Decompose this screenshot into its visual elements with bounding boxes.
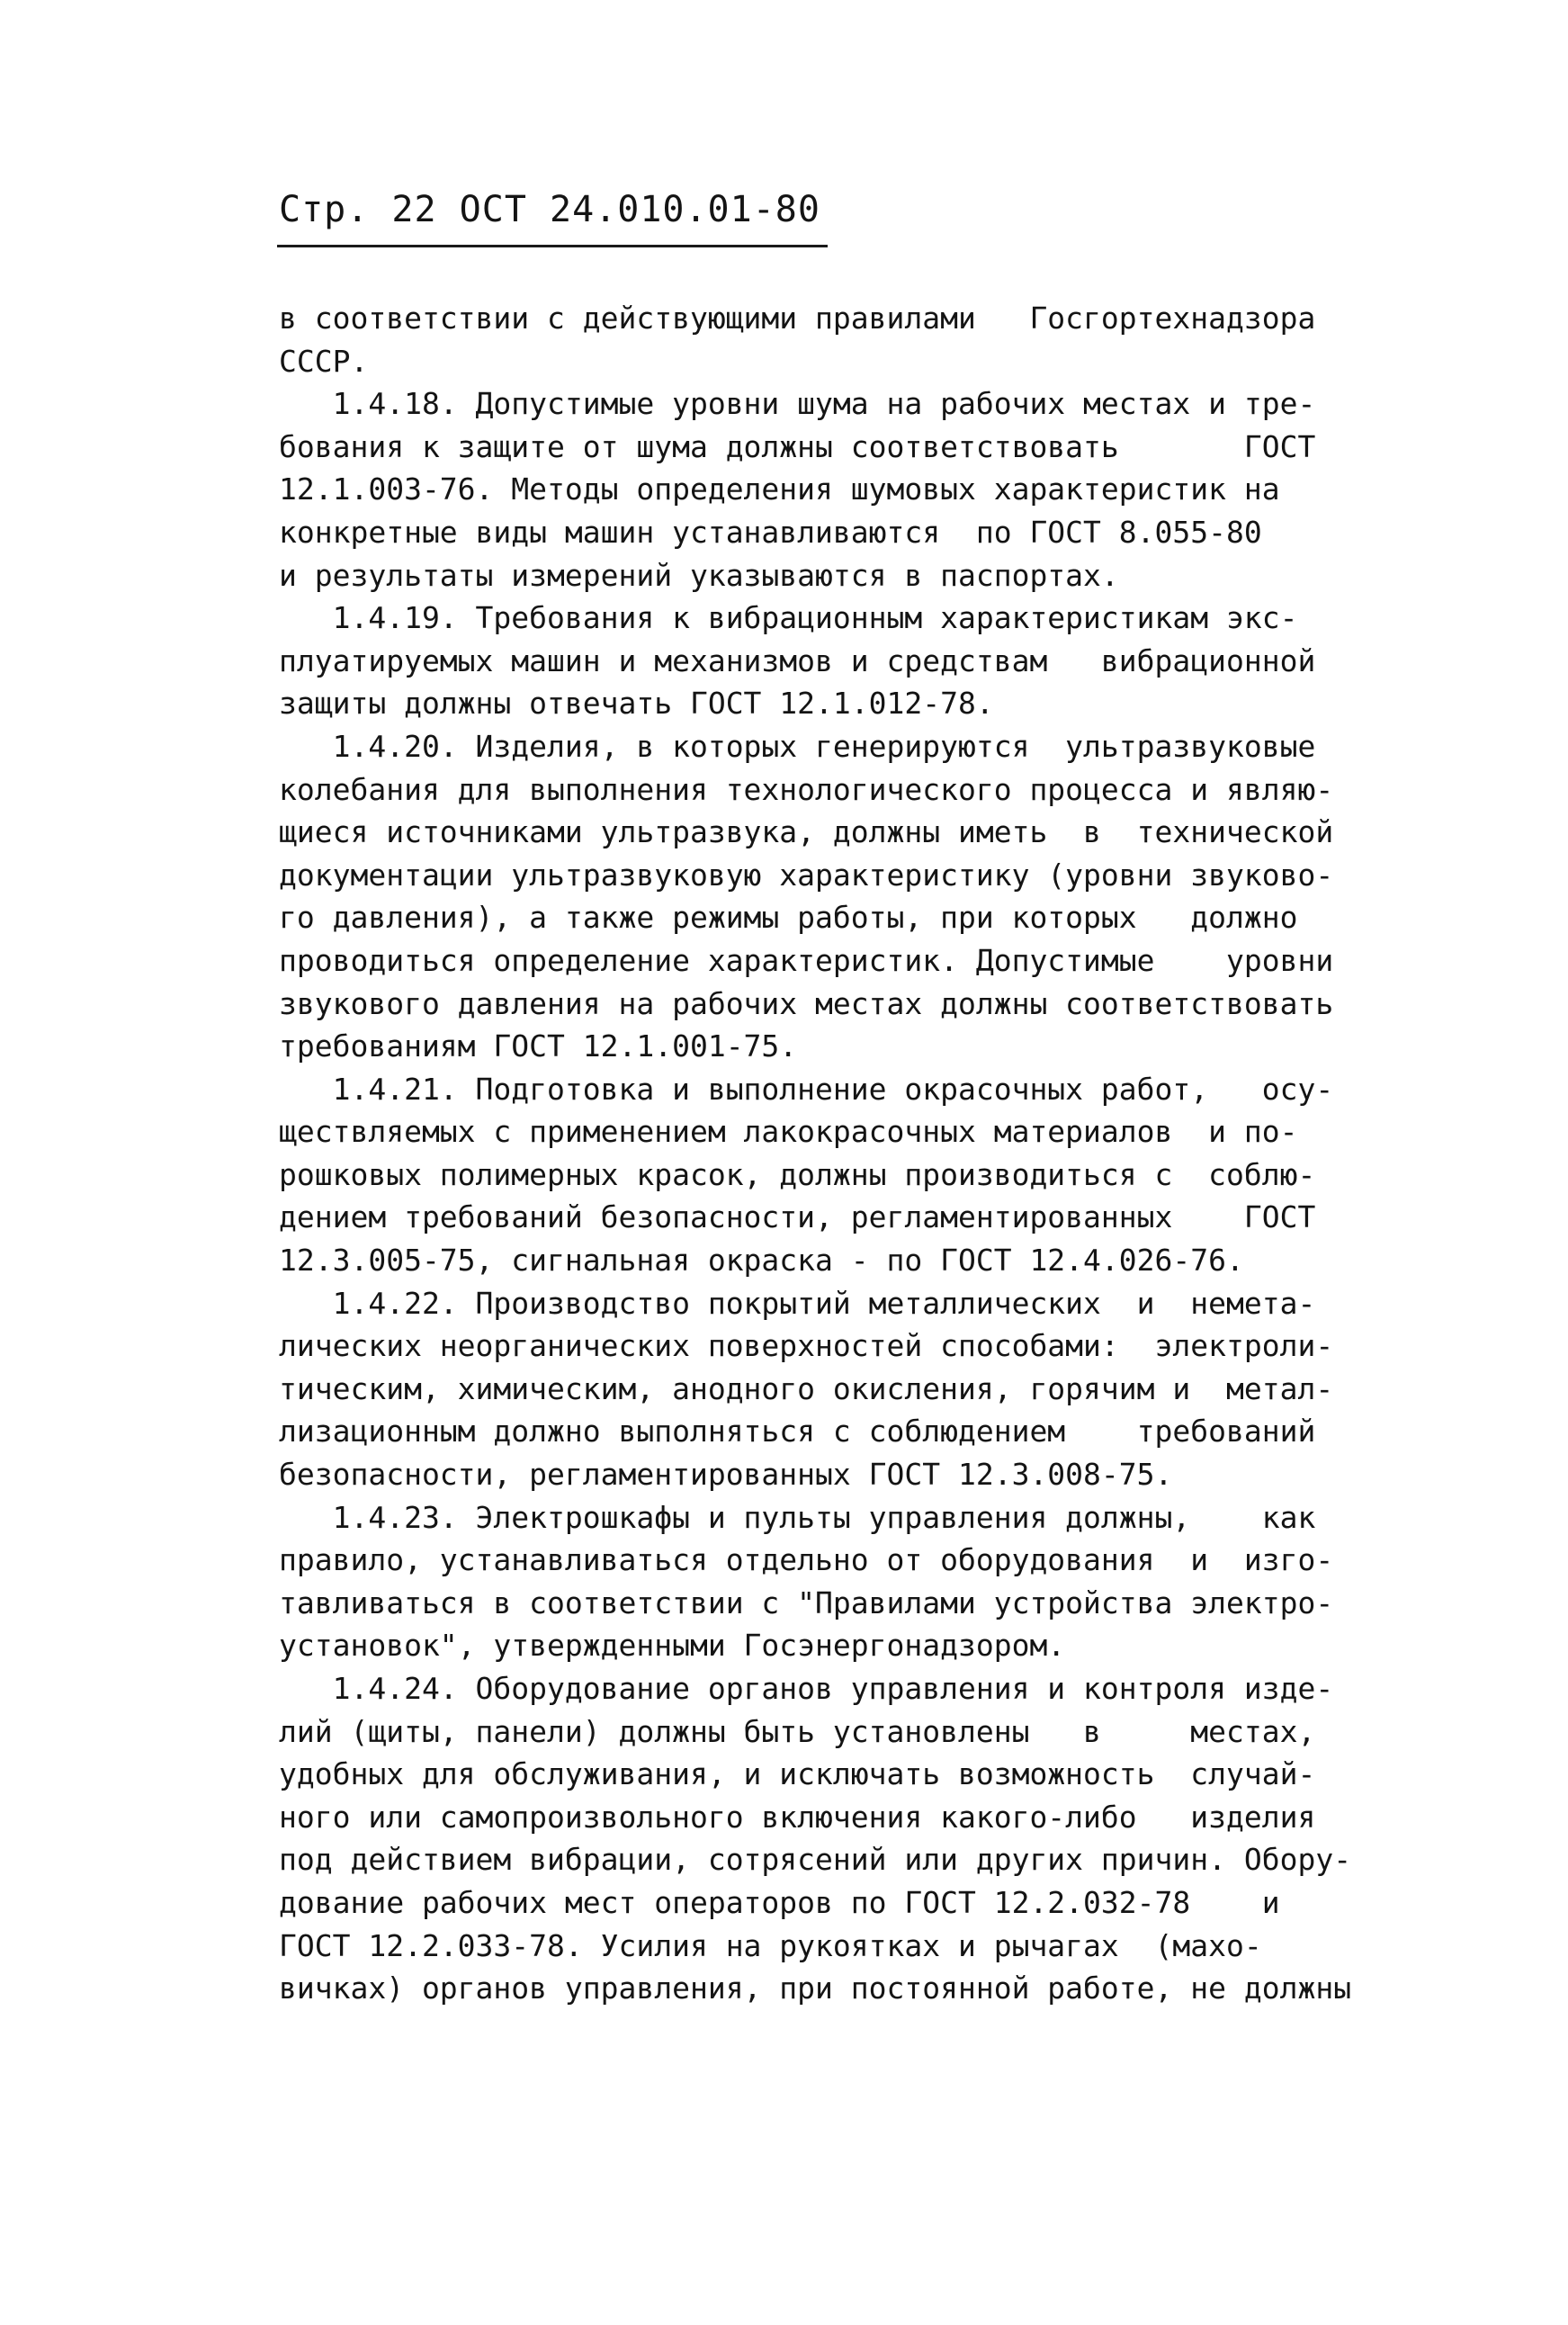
text-line: в соответствии с действующими правилами Госгортехнадзора: [279, 301, 1316, 336]
text-line: правило, устанавливаться отдельно от оборудования и изго-: [279, 1542, 1334, 1578]
text-line: го давления), а также режимы работы, при которых должно: [279, 900, 1298, 936]
text-line: установок", утвержденными Госэнергонадзором.: [279, 1628, 1066, 1664]
text-line: дением требований безопасности, регламентированных ГОСТ: [279, 1199, 1316, 1235]
text-line: лизационным должно выполняться с соблюдением требований: [279, 1414, 1316, 1450]
text-line: 1.4.20. Изделия, в которых генерируются ультразвуковые: [279, 728, 1316, 764]
text-line: бования к защите от шума должны соответствовать ГОСТ: [279, 428, 1316, 464]
text-line: и результаты измерений указываются в паспортах.: [279, 557, 1119, 593]
document-body: [279, 297, 1448, 2010]
text-line: 1.4.23. Электрошкафы и пульты управления должны, как: [279, 1499, 1316, 1535]
text-line: документации ультразвуковую характеристику (уровни звуково-: [279, 857, 1334, 893]
text-line: тавливаться в соответствии с "Правилами устройства электро-: [279, 1584, 1334, 1620]
text-line: конкретные виды машин устанавливаются по ГОСТ 8.055-80: [279, 514, 1262, 550]
page-header: Стр. 22 ОСТ 24.010.01-80: [279, 189, 820, 230]
text-line: ГОСТ 12.2.033-78. Усилия на рукоятках и рычагах (махо-: [279, 1927, 1262, 1963]
text-line: требованиям ГОСТ 12.1.001-75.: [279, 1028, 798, 1064]
text-line: плуатируемых машин и механизмов и средствам вибрационной: [279, 642, 1316, 678]
text-line: тическим, химическим, анодного окисления, горячим и метал-: [279, 1370, 1334, 1406]
text-line: звукового давления на рабочих местах должны соответствовать: [279, 985, 1334, 1021]
header-underline: [277, 245, 828, 247]
text-line: 1.4.24. Оборудование органов управления и контроля изде-: [279, 1671, 1334, 1706]
text-line: 12.3.005-75, сигнальная окраска - по ГОСТ 12.4.026-76.: [279, 1243, 1244, 1279]
text-line: безопасности, регламентированных ГОСТ 12.3.008-75.: [279, 1457, 1173, 1493]
text-line: СССР.: [279, 343, 369, 379]
text-line: 1.4.22. Производство покрытий металлических и немета-: [279, 1285, 1316, 1321]
text-line: проводиться определение характеристик. Допустимые уровни: [279, 942, 1334, 978]
text-line: ществляемых с применением лакокрасочных материалов и по-: [279, 1114, 1298, 1150]
text-line: ного или самопроизвольного включения какого-либо изделия: [279, 1799, 1316, 1835]
text-line: щиеся источниками ультразвука, должны иметь в технической: [279, 814, 1334, 850]
text-line: лических неорганических поверхностей способами: электроли-: [279, 1328, 1334, 1364]
text-line: удобных для обслуживания, и исключать возможность случай-: [279, 1756, 1316, 1792]
text-line: защиты должны отвечать ГОСТ 12.1.012-78.: [279, 686, 994, 722]
text-line: колебания для выполнения технологического процесса и являю-: [279, 771, 1334, 807]
text-line: рошковых полимерных красок, должны производиться с соблю-: [279, 1156, 1316, 1192]
text-line: дование рабочих мест операторов по ГОСТ 12.2.032-78 и: [279, 1884, 1280, 1920]
text-line: 12.1.003-76. Методы определения шумовых характеристик на: [279, 471, 1280, 507]
text-line: 1.4.18. Допустимые уровни шума на рабочих местах и тре-: [279, 386, 1316, 422]
text-line: вичках) органов управления, при постоянной работе, не должны: [279, 1970, 1352, 2006]
text-line: 1.4.21. Подготовка и выполнение окрасочных работ, осу-: [279, 1071, 1334, 1107]
text-line: под действием вибрации, сотрясений или других причин. Обору-: [279, 1842, 1352, 1878]
text-line: 1.4.19. Требования к вибрационным характеристикам экс-: [279, 600, 1298, 636]
text-line: лий (щиты, панели) должны быть установлены в местах,: [279, 1713, 1316, 1749]
